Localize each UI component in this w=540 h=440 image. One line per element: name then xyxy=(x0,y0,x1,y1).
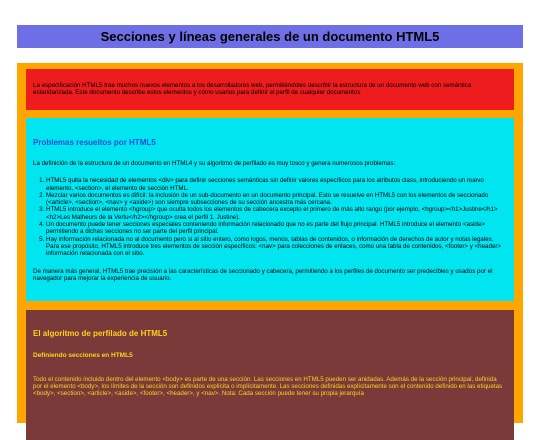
problems-heading: Problemas resueltos por HTML5 xyxy=(33,138,156,147)
algorithm-section xyxy=(26,310,514,440)
intro-text: La especificación HTML5 trae muchos nuevos elementos a los desarrolladores web, permitiéndoles describir la estructura de un documento web con semántica estandarizada. Este documento describe estos elementos y cómo usarlos para definir el perfil de cualquier documentos xyxy=(33,82,472,96)
list-item: 5. Hay información relacionada no al documento pero si al sitio entero, como logos, menús, tablas de contenidos, o información de derechos de autor y notas legales. Para ese propósito, HTML5 introduce tres elementos de sección específicos: <nav> para colecciones de enlaces, como una tabla de contenidos, <footer> y <header> información relacionada con el sitio. xyxy=(46,236,507,258)
algorithm-subheading: Definiendo secciones en HTML5 xyxy=(33,352,133,359)
list-item: 1. HTML5 quita la necesidad de elementos <div> para definir secciones semánticas sin definir valores específicos para los atributos class, introduciendo un nuevo elemento, <section>, el elemento de sección HTML. xyxy=(46,177,507,192)
intro-section xyxy=(26,69,514,110)
problems-lead: La definición de la estructura de un documento en HTML4 y su algoritmo de perfilado es muy tosco y genera numerosos problemas: xyxy=(33,160,396,167)
algorithm-text: Todo el contenido incluido dentro del elemento <body> es parte de una sección. Las secciones en HTML5 pueden ser anidadas. Además de la sección principal, definida por el elemento <body>, los límites de la sección son definidos explícita o implícitamente. Las secciones definidas explícitamente son el contenido definido en las etiquetas <body>, <section>, <article>, <aside>, <footer>, <header>, y <nav>. Nota: Cada sección puede tener su propia jerarquía xyxy=(33,376,503,398)
list-item: 4. Un documento puede tener secciones especiales conteniendo información relacionado que no es parte del flujo principal. HTML5 introduce el elemento <aside> permitiendo a dichas secciones no ser parte del perfil principal. xyxy=(46,221,507,236)
problems-list xyxy=(33,177,507,257)
list-item: 3. HTML5 introduce el elemento <hgroup> que oculta todos los elementos de cabecera excepto el primero de más alto rango (por ejemplo, <hgroup><h1>Justine</h1><h2>Les Malheurs de la Vertu</h2></hgroup> crea el perfil 1. Justine). xyxy=(46,206,507,221)
problems-section xyxy=(26,118,514,301)
problems-closing: De manera más general, HTML5 trae precisión a las características de seccionado y cabecera, permitiendo a los perfiles de documento ser predecibles y usados por el navegador para mejorar la experiencia de usuario. xyxy=(33,267,493,282)
page-title: Secciones y líneas generales de un documento HTML5 xyxy=(17,25,523,48)
content-frame xyxy=(17,63,523,423)
algorithm-heading: El algoritmo de perfilado de HTML5 xyxy=(33,329,168,338)
list-item: 2. Mezclar varios documentos es difícil: la inclusión de un sub-documento en un documento principal. Esto se resuelve en HTML5 con los elementos de seccionado (<article>, <section>, <nav> y <aside>) son siempre subsecciones de su sección ancestra más cercana. xyxy=(46,192,507,207)
